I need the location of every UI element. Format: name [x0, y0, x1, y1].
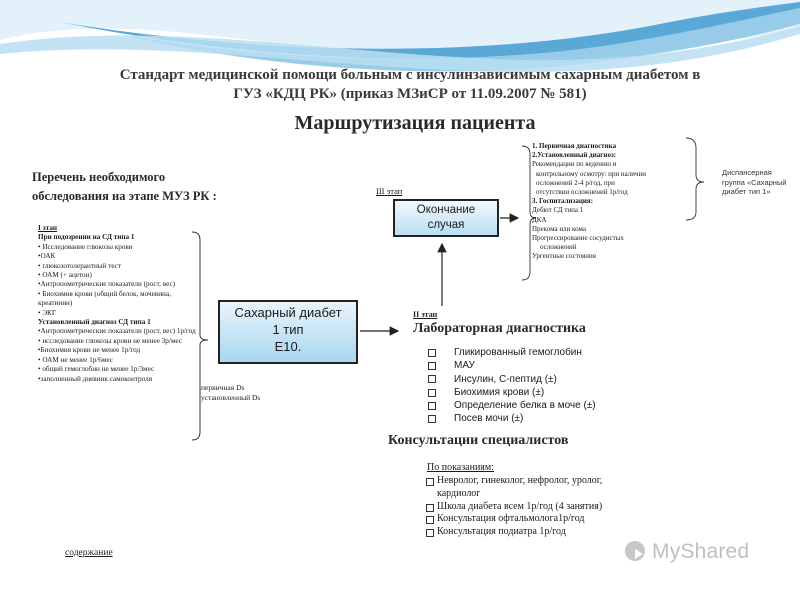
lab-item	[428, 399, 668, 412]
lab-item-label: МАУ	[454, 360, 475, 372]
lab-item	[428, 373, 668, 386]
lab-item	[428, 359, 668, 372]
case-end-box	[393, 199, 499, 237]
consultations-list	[426, 475, 626, 539]
exam-heading-line-2: обследования на этапе МУЗ РК :	[32, 189, 217, 203]
outcome-item: осложнений 2-4 р/год, при	[536, 178, 615, 187]
checkbox-square-icon	[428, 375, 436, 383]
page-subtitle: Маршрутизация пациента	[294, 112, 536, 134]
lab-item	[428, 412, 668, 425]
page-title	[60, 66, 760, 104]
outcome-item: осложнений	[540, 243, 577, 252]
disp-line-1: Диспансерная	[722, 168, 772, 177]
checkbox-square-icon	[428, 415, 436, 423]
exam-heading-line-1: Перечень необходимого	[32, 170, 166, 184]
checkbox-square-icon	[426, 478, 434, 486]
checkbox-square-icon	[428, 362, 436, 370]
lab-diagnostics-title: Лабораторная диагностика	[413, 321, 586, 336]
checkbox-square-icon	[426, 516, 434, 524]
outcome-item: ДКА	[532, 215, 547, 224]
myshared-logo	[622, 538, 772, 568]
play-circle-icon	[625, 541, 645, 561]
checkbox-square-icon	[428, 349, 436, 357]
logo-text: MyShared	[652, 540, 750, 563]
stage1-established-heading: Установленный диагноз СД типа 1	[38, 318, 151, 327]
stage1-item: • ОАМ не менее 1р/6мес	[38, 355, 114, 364]
lab-item-label: Гликированный гемоглобин	[454, 347, 582, 358]
consult-item	[426, 501, 626, 514]
consult-item-label: Консультация офтальмолога1р/год	[437, 513, 585, 525]
exam-list-heading	[32, 168, 272, 206]
disp-line-3: диабет тип 1»	[722, 187, 771, 196]
outcome-item: отсутствии осложнений 1р/год	[536, 188, 628, 197]
disp-line-2: группа «Сахарный	[722, 177, 787, 187]
consult-item-label: Школа диабета всем 1р/год (4 занятия)	[437, 500, 603, 512]
checkbox-square-icon	[426, 529, 434, 537]
outcome-item: Прогрессирование сосудистых	[532, 234, 624, 243]
stage1-item: •ОАК	[38, 252, 56, 261]
main-box-line-1: Сахарный диабет	[234, 305, 342, 320]
outcome-item: Ургентные состояния	[532, 252, 596, 261]
main-box-line-3: Е10.	[274, 339, 302, 354]
consultations-title: Консультации специалистов	[388, 433, 569, 448]
end-box-line-2: случая	[427, 219, 465, 231]
diabetes-type1-box	[218, 300, 358, 364]
outcome-item: 3. Госпитализация:	[532, 197, 594, 206]
stage1-item: • глюкозотолерантный тест	[38, 261, 122, 270]
consult-item	[426, 513, 626, 526]
outcome-item: Рекомендации по ведению и	[532, 160, 617, 169]
stage1-item: • ЭКГ	[38, 308, 57, 317]
stage1-item: • исследование глюкозы крови не менее 3р/мес	[38, 336, 182, 345]
lab-item	[428, 346, 668, 359]
stage1-item: • Исследование глюкозы крови	[38, 242, 133, 251]
lab-item-label: Определение белка в моче (±)	[454, 400, 596, 412]
contents-link[interactable]: содержание	[65, 548, 113, 558]
diagnosis-label	[201, 383, 260, 402]
outcome-item: Прекома или кома	[532, 224, 586, 233]
consult-item-label: Невролог, гинеколог, нефролог, уролог, кардиолог	[437, 475, 603, 499]
stage1-item: •заполненный дневник самоконтроля	[38, 374, 153, 383]
lab-item-label: Инсулин, С-пептид (±)	[454, 373, 557, 385]
dispensary-group-note	[722, 168, 798, 197]
consult-item	[426, 475, 626, 501]
stage1-item: •Антропометрические показатели (рост, вес)	[38, 280, 176, 289]
stage1-label: I этап	[38, 224, 57, 232]
stage1-item: • общий гемоглобин не менее 1р/3мес	[38, 365, 155, 374]
lab-item-label: Биохимия крови (±)	[454, 386, 545, 398]
title-line-1: Стандарт медицинской помощи больным с инсулинзависимым сахарным диабетом в	[119, 67, 701, 83]
lab-diagnostics-list	[428, 346, 668, 426]
outcome-list	[532, 142, 704, 262]
consult-item-label: Консультация подиатра 1р/год	[437, 526, 566, 538]
stage3-label: III этап	[376, 186, 403, 196]
lab-item	[428, 386, 668, 399]
outcome-item: 1. Первичная диагностика	[532, 142, 617, 150]
stage2-label: II этап	[413, 310, 438, 319]
outcome-item: контрольному осмотру: при наличии	[536, 169, 647, 178]
diagnosis-established: установленный Ds	[201, 392, 261, 402]
outcome-item: 2.Установленный диагноз:	[532, 151, 617, 160]
checkbox-square-icon	[428, 402, 436, 410]
stage1-item: • Биохимия крови (общий белок, мочевина, креатинин)	[38, 289, 171, 308]
diagnosis-primary: первичная Ds	[201, 383, 245, 392]
title-line-2: ГУЗ «КДЦ РК» (приказ МЗиСР от 11.09.2007 № 581)	[233, 86, 587, 102]
consult-item	[426, 526, 626, 539]
end-box-line-1: Окончание	[416, 204, 476, 216]
checkbox-square-icon	[428, 389, 436, 397]
stage1-item: •Биохимия крови не менее 1р/год	[38, 346, 141, 355]
checkbox-square-icon	[426, 504, 434, 512]
main-box-line-2: 1 тип	[272, 322, 304, 337]
stage1-item: • ОАМ (+ ацетон)	[38, 271, 92, 280]
stage1-block	[38, 224, 198, 384]
lab-item-label: Посев мочи (±)	[454, 413, 524, 425]
consultations-subtitle: По показаниям:	[427, 462, 495, 473]
outcome-item: Дебют СД типа 1	[532, 206, 584, 215]
stage1-suspicion-heading: При подозрении на СД типа 1	[38, 233, 135, 242]
stage1-item: •Антропометрические показатели (рост, вес) 1р/год	[38, 327, 196, 336]
